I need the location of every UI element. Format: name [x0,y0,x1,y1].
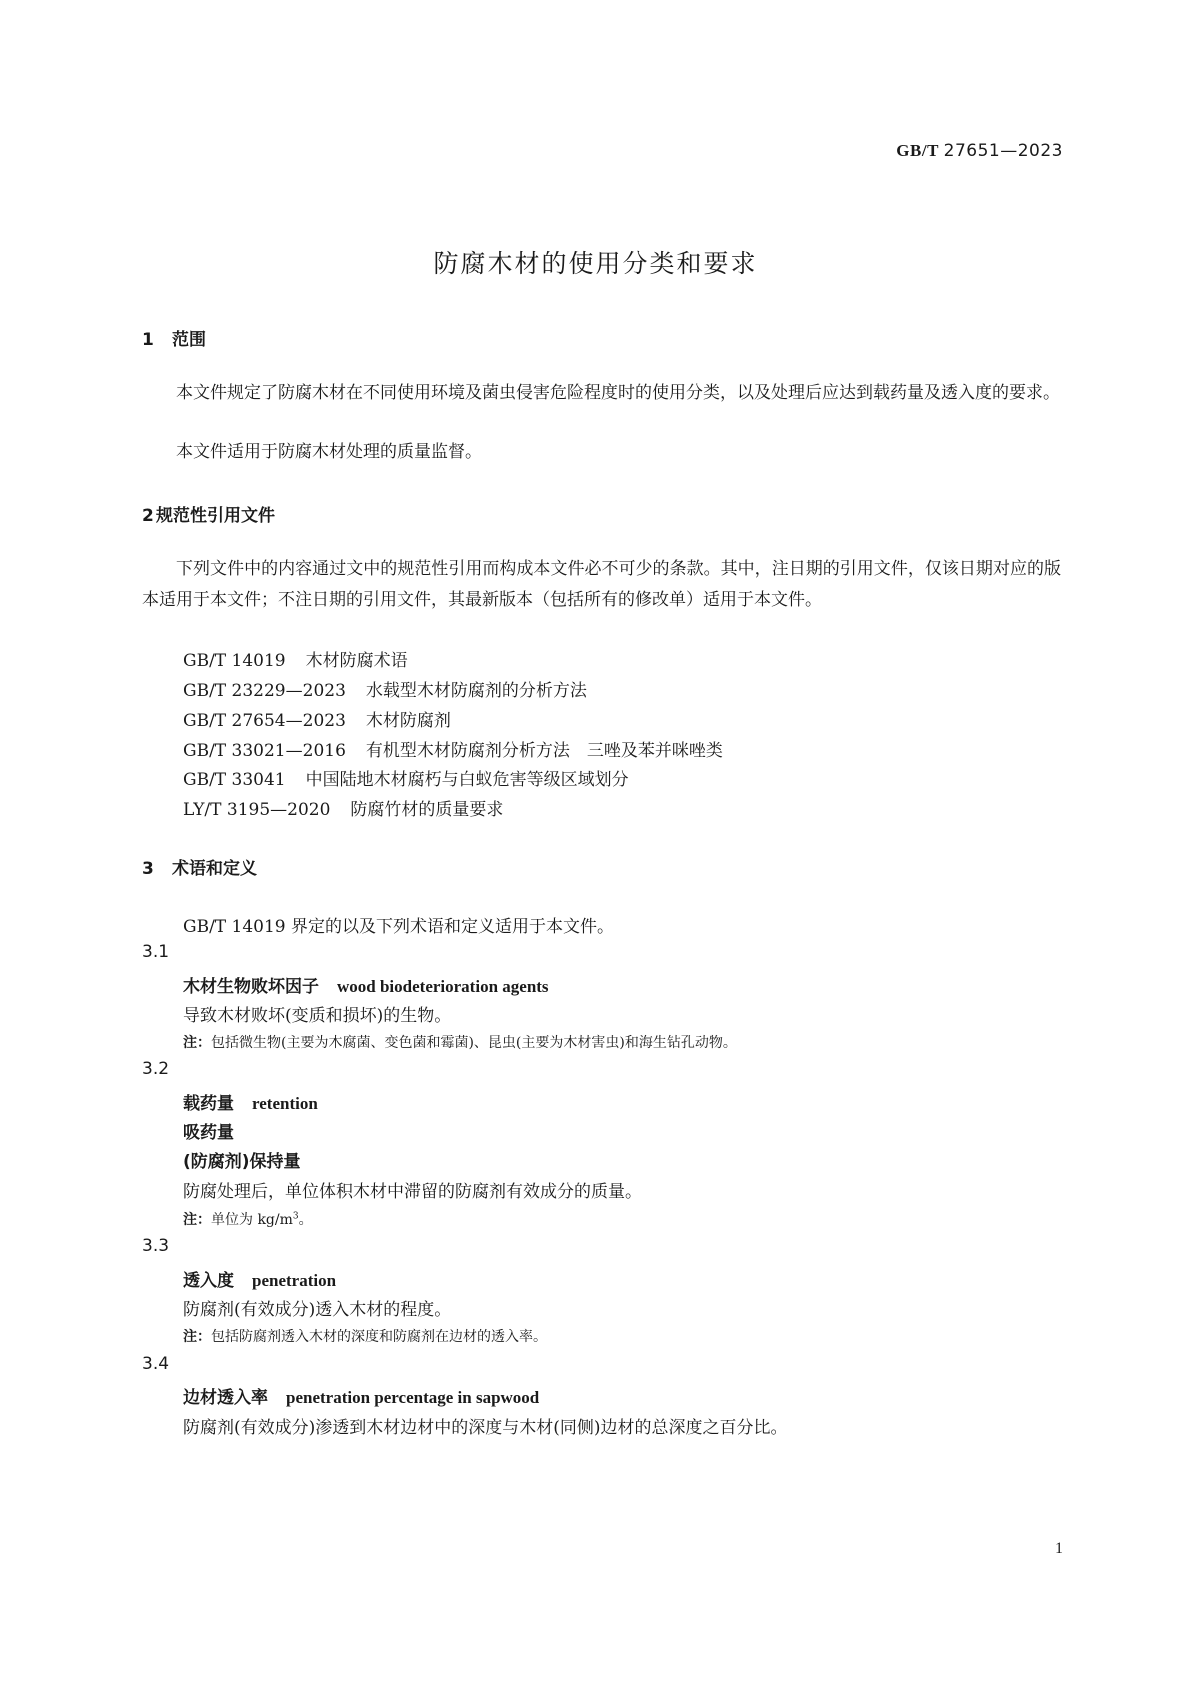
clause-number: 3.3 [142,1236,170,1256]
standard-prefix: GB/T [896,141,939,160]
section-number: 3 [142,859,154,879]
term-heading [183,1266,336,1291]
term-en: penetration percentage in sapwood [286,1388,540,1407]
clause-number: 3.4 [142,1354,170,1374]
reference-title: 防腐竹材的质量要求 [350,800,504,820]
term-note [183,1326,547,1346]
term-note [183,1032,737,1052]
term-zh: 透入度 [183,1271,234,1291]
note-text: 包括防腐剂透入木材的深度和防腐剂在边材的透入率。 [211,1329,547,1345]
term-zh: 边材透入率 [183,1388,268,1408]
reference-code: GB/T 14019 [183,651,286,671]
section-number: 1 [142,330,154,350]
term-en: retention [252,1094,318,1113]
reference-code: LY/T 3195—2020 [183,800,331,820]
reference-item [183,676,587,701]
standard-number: 27651—2023 [943,141,1063,161]
standard-code [896,141,1063,161]
clause-number: 3.2 [142,1059,170,1079]
reference-item [183,765,629,790]
term-zh: 木材生物败坏因子 [183,977,319,997]
term-definition: 防腐剂(有效成分)透入木材的程度。 [183,1300,452,1320]
reference-title: 水载型木材防腐剂的分析方法 [365,681,587,701]
paragraph-text: 本文件规定了防腐木材在不同使用环境及菌虫侵害危险程度时的使用分类，以及处理后应达到载药量及透入度的要求。 [176,383,1060,403]
document-title: 防腐木材的使用分类和要求 [433,249,758,278]
section-2-heading [142,501,275,526]
term-definition: 导致木材败坏(变质和损坏)的生物。 [183,1006,452,1026]
reference-item [183,736,723,761]
reference-code: GB/T 33041 [183,770,286,790]
reference-code: GB/T 23229—2023 [183,681,346,701]
term-heading [183,972,549,997]
reference-item [183,795,503,820]
term-heading [183,1089,318,1114]
page-number: 1 [1055,1540,1063,1557]
term-synonym: 吸药量 [183,1123,234,1143]
scope-paragraph-1 [142,378,1061,409]
reference-title: 木材防腐术语 [305,651,408,671]
section-title: 范围 [172,330,206,350]
note-text: 单位为 kg/m [211,1212,293,1228]
scope-paragraph-2 [142,437,1061,468]
term-en: wood biodeterioration agents [337,977,549,996]
note-label: 注： [183,1035,211,1051]
note-label: 注： [183,1212,211,1228]
note-label: 注： [183,1329,211,1345]
reference-title: 有机型木材防腐剂分析方法 三唑及苯并咪唑类 [365,741,723,761]
note-suffix: 。 [298,1212,313,1228]
term-synonym: (防腐剂)保持量 [183,1152,301,1172]
reference-item [183,706,451,731]
term-en: penetration [252,1271,337,1290]
term-definition: 防腐处理后，单位体积木材中滞留的防腐剂有效成分的质量。 [183,1182,642,1202]
paragraph-text: 本文件适用于防腐木材处理的质量监督。 [176,442,482,462]
terms-intro: GB/T 14019 界定的以及下列术语和定义适用于本文件。 [183,917,615,937]
reference-code: GB/T 33021—2016 [183,741,346,761]
section-1-heading [142,325,206,350]
section-title: 规范性引用文件 [156,506,275,526]
section-3-heading [142,854,257,879]
clause-number: 3.1 [142,942,170,962]
paragraph-text: 下列文件中的内容通过文中的规范性引用而构成本文件必不可少的条款。其中，注日期的引用文件，仅该日期对应的版本适用于本文件；不注日期的引用文件，其最新版本（包括所有的修改单）适用于本文件。 [142,559,1061,610]
note-superscript: 3 [292,1211,299,1222]
term-definition: 防腐剂(有效成分)渗透到木材边材中的深度与木材(同侧)边材的总深度之百分比。 [183,1418,788,1438]
section-number: 2 [142,506,154,526]
reference-title: 中国陆地木材腐朽与白蚁危害等级区域划分 [305,770,629,790]
note-text: 包括微生物(主要为木腐菌、变色菌和霉菌)、昆虫(主要为木材害虫)和海生钻孔动物。 [211,1035,737,1051]
section-title: 术语和定义 [172,859,257,879]
normative-references-intro [142,554,1061,616]
term-zh: 载药量 [183,1094,234,1114]
term-heading [183,1383,539,1408]
reference-title: 木材防腐剂 [365,711,451,731]
reference-item [183,646,408,671]
reference-code: GB/T 27654—2023 [183,711,346,731]
term-note [183,1209,313,1229]
